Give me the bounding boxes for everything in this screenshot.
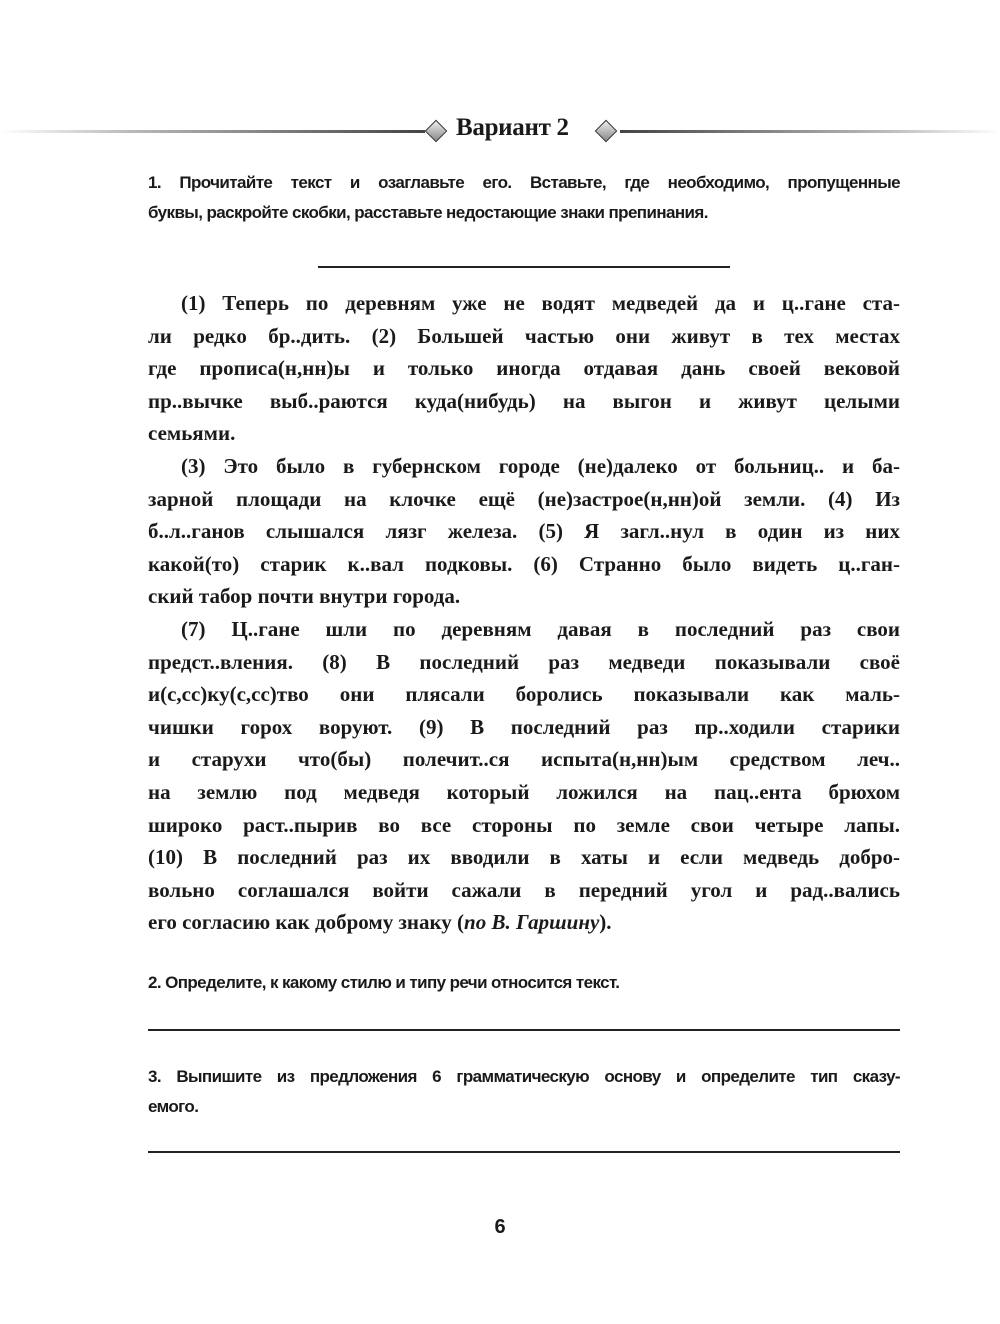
divider-right — [620, 130, 1000, 133]
text-line: ский табор почти внутри города. — [148, 584, 461, 609]
divider-left — [0, 130, 425, 133]
text-line: какой(то) старик к..вал подковы. (6) Странно было видеть ц..ган- — [148, 551, 900, 576]
text-line: б..л..ганов слышался лязг железа. (5) Я загл..нул в один из них — [148, 519, 900, 544]
text-line: ли редко бр..дить. (2) Большей частью они живут в тех местах — [148, 323, 900, 348]
text-line: и старухи что(бы) полечит..ся испыта(н,нн)ым средством леч.. — [148, 747, 900, 772]
text-line: (3) Это было в губернском городе (не)далеко от больниц.. и ба- — [181, 453, 900, 478]
paragraph-2 — [148, 450, 900, 613]
text-line: где прописа(н,нн)ы и только иногда отдавая дань своей вековой — [148, 356, 900, 381]
paragraph-1 — [148, 287, 900, 450]
text-line: пр..вычке выб..раются куда(нибудь) на выгон и живут целыми — [148, 388, 900, 413]
text-line: (10) В последний раз их вводили в хаты и если медведь добро- — [148, 845, 900, 870]
task-line: 3. Выпишите из предложения 6 грамматическую основу и определите тип сказу- — [148, 1067, 900, 1086]
title-answer-line[interactable] — [318, 266, 730, 268]
task-3-answer-line[interactable] — [148, 1151, 900, 1153]
task-line: 1. Прочитайте текст и озаглавьте его. Вставьте, где необходимо, пропущенные — [148, 173, 900, 192]
text-fragment: ). — [599, 910, 612, 935]
variant-header — [0, 112, 1000, 150]
text-line: вольно соглашался войти сажали в передний угол и рад..вались — [148, 877, 900, 902]
task-line: емого. — [148, 1097, 199, 1116]
task-2-answer-line[interactable] — [148, 1029, 900, 1031]
paragraph-3 — [148, 613, 900, 939]
text-line: чишки горох воруют. (9) В последний раз пр..ходили старики — [148, 714, 900, 739]
text-fragment: его согласию как доброму знаку ( — [148, 910, 465, 935]
diamond-ornament-icon — [595, 120, 618, 143]
diamond-ornament-icon — [425, 120, 448, 143]
source-attribution: по В. Гаршину — [464, 910, 600, 935]
task-2-instructions — [148, 968, 900, 998]
text-line: зарной площади на клочке ещё (не)застрое(н,нн)ой земли. (4) Из — [148, 486, 900, 511]
text-line — [148, 906, 900, 939]
text-line: широко раст..пырив во все стороны по земле свои четыре лапы. — [148, 812, 900, 837]
page-number: 6 — [494, 1216, 506, 1238]
text-line: на землю под медведя который ложился на пац..ента брюхом — [148, 779, 900, 804]
text-line: предст..вления. (8) В последний раз медведи показывали своё — [148, 649, 900, 674]
task-1-instructions — [148, 168, 900, 228]
task-line: буквы, раскройте скобки, расставьте недостающие знаки препинания. — [148, 203, 708, 222]
task-3-instructions — [148, 1062, 900, 1122]
text-line: (7) Ц..гане шли по деревням давая в последний раз свои — [181, 616, 900, 641]
text-line: семьями. — [148, 421, 236, 446]
page-title: Вариант 2 — [456, 114, 569, 141]
text-line: и(с,сс)ку(с,сс)тво они плясали боролись показывали как маль- — [148, 682, 900, 707]
exercise-text — [148, 287, 900, 939]
text-line: (1) Теперь по деревням уже не водят медведей да и ц..гане ста- — [181, 291, 900, 315]
task-line: 2. Определите, к какому стилю и типу речи относится текст. — [148, 973, 620, 992]
